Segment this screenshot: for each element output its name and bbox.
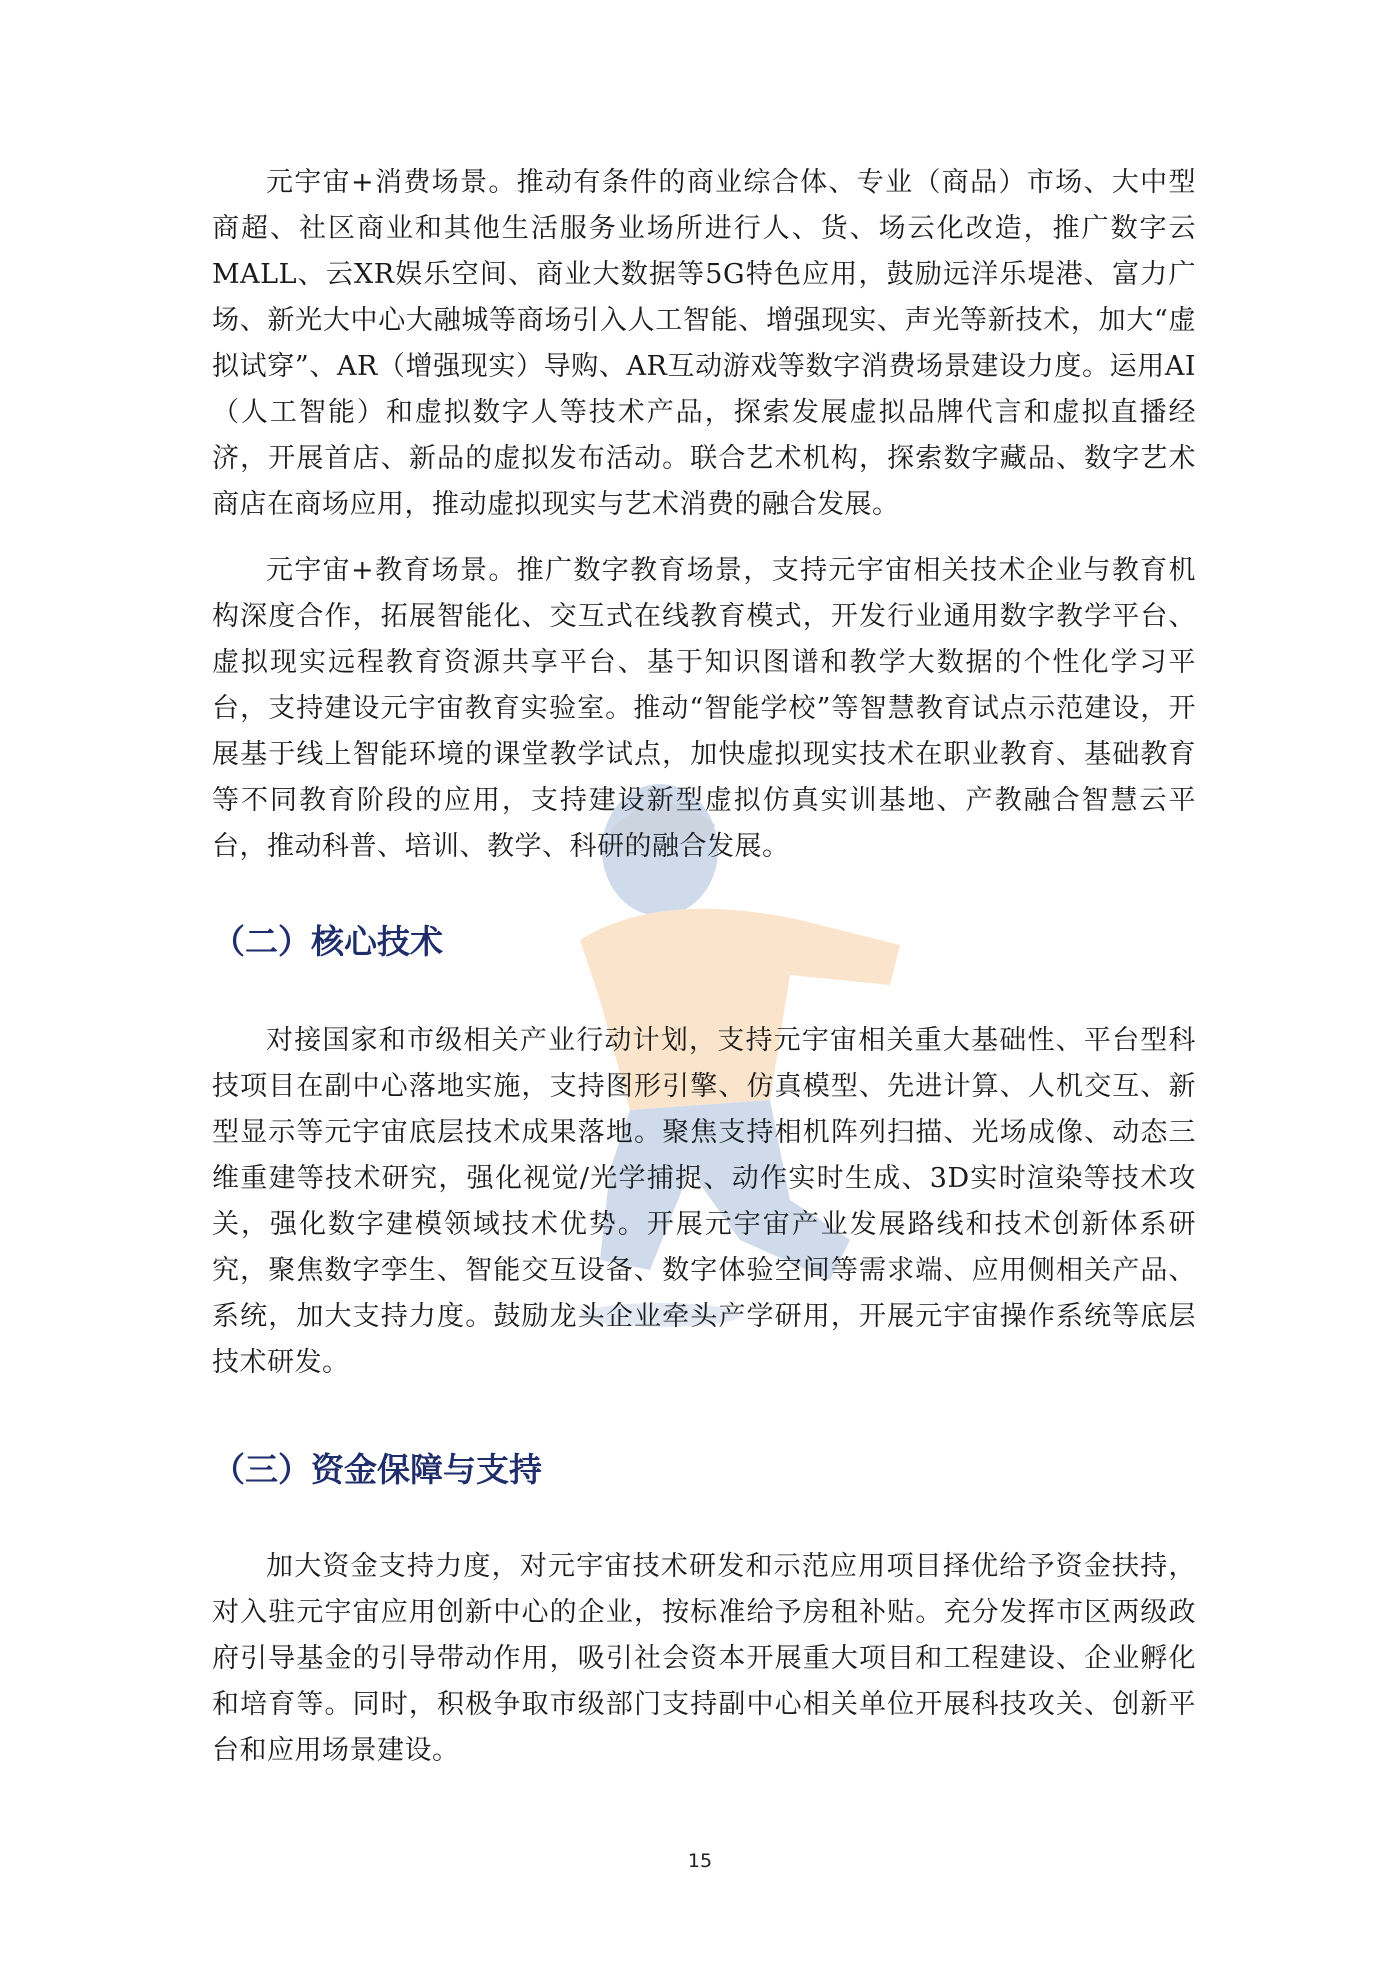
- heading-core-technology: （二）核心技术: [212, 922, 443, 961]
- heading-funding-support: （三）资金保障与支持: [212, 1450, 542, 1489]
- paragraph-consumption-scene: 元宇宙+消费场景。推动有条件的商业综合体、专业（商品）市场、大中型商超、社区商业和其他生活服务业场所进行人、货、场云化改造，推广数字云MALL、云XR娱乐空间、商业大数据等5G特色应用，鼓励远洋乐堤港、富力广场、新光大中心大融城等商场引入人工智能、增强现实、声光等新技术，加大“虚拟试穿”、AR（增强现实）导购、AR互动游戏等数字消费场景建设力度。运用AI（人工智能）和虚拟数字人等技术产品，探索发展虚拟品牌代言和虚拟直播经济，开展首店、新品的虚拟发布活动。联合艺术机构，探索数字藏品、数字艺术商店在商场应用，推动虚拟现实与艺术消费的融合发展。: [212, 167, 1196, 520]
- page-number: 15: [687, 1850, 713, 1872]
- paragraph-education-scene: 元宇宙+教育场景。推广数字教育场景，支持元宇宙相关技术企业与教育机构深度合作，拓展智能化、交互式在线教育模式，开发行业通用数字教学平台、虚拟现实远程教育资源共享平台、基于知识图谱和教学大数据的个性化学习平台，支持建设元宇宙教育实验室。推动“智能学校”等智慧教育试点示范建设，开展基于线上智能环境的课堂教学试点，加快虚拟现实技术在职业教育、基础教育等不同教育阶段的应用，支持建设新型虚拟仿真实训基地、产教融合智慧云平台，推动科普、培训、教学、科研的融合发展。: [212, 555, 1196, 862]
- paragraph-core-technology: 对接国家和市级相关产业行动计划，支持元宇宙相关重大基础性、平台型科技项目在副中心落地实施，支持图形引擎、仿真模型、先进计算、人机交互、新型显示等元宇宙底层技术成果落地。聚焦支持相机阵列扫描、光场成像、动态三维重建等技术研究，强化视觉/光学捕捉、动作实时生成、3D实时渲染等技术攻关，强化数字建模领域技术优势。开展元宇宙产业发展路线和技术创新体系研究，聚焦数字孪生、智能交互设备、数字体验空间等需求端、应用侧相关产品、系统，加大支持力度。鼓励龙头企业牵头产学研用，开展元宇宙操作系统等底层技术研发。: [212, 1025, 1196, 1378]
- paragraph-funding-support: 加大资金支持力度，对元宇宙技术研发和示范应用项目择优给予资金扶持，对入驻元宇宙应用创新中心的企业，按标准给予房租补贴。充分发挥市区两级政府引导基金的引导带动作用，吸引社会资本开展重大项目和工程建设、企业孵化和培育等。同时，积极争取市级部门支持副中心相关单位开展科技攻关、创新平台和应用场景建设。: [212, 1551, 1196, 1766]
- document-content: [212, 160, 1196, 1794]
